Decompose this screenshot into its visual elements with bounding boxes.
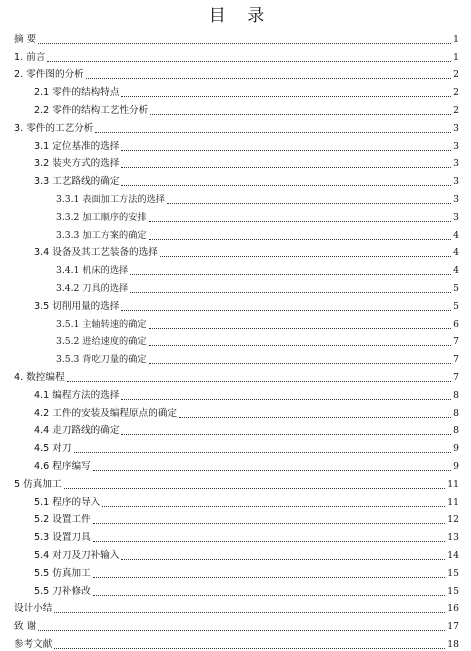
toc-entry[interactable]: [14, 580, 459, 598]
toc-page-number: 9: [453, 443, 459, 455]
toc-page-number: 13: [447, 532, 459, 544]
toc-entry[interactable]: [14, 46, 459, 64]
toc-page-number: 16: [447, 603, 459, 615]
toc-entry-label: 3.5.3 背吃刀量的确定: [56, 354, 147, 366]
toc-entry[interactable]: [14, 64, 459, 82]
toc-dot-leader: [121, 149, 451, 151]
toc-entry-label: 3.5.2 进给速度的确定: [56, 336, 147, 348]
toc-dot-leader: [121, 309, 451, 311]
toc-entry-label: 3.1 定位基准的选择: [34, 140, 120, 152]
toc-page-number: 5: [453, 282, 459, 294]
toc-page-number: 15: [447, 585, 459, 597]
toc-dot-leader: [95, 131, 451, 133]
toc-dot-leader: [67, 380, 452, 382]
toc-entry[interactable]: [14, 313, 459, 331]
toc-entry[interactable]: [14, 615, 459, 633]
toc-entry-label: 2.1 零件的结构特点: [34, 87, 120, 99]
toc-page-number: 3: [453, 158, 459, 170]
toc-dot-leader: [47, 60, 451, 62]
toc-dot-leader: [54, 647, 445, 649]
toc-entry[interactable]: [14, 491, 459, 509]
toc-dot-leader: [130, 273, 451, 275]
toc-dot-leader: [93, 540, 446, 542]
toc-dot-leader: [93, 576, 446, 578]
toc-dot-leader: [64, 487, 446, 489]
toc-entry[interactable]: [14, 509, 459, 527]
toc-entry[interactable]: [14, 277, 459, 295]
toc-entry[interactable]: [14, 295, 459, 313]
toc-dot-leader: [93, 594, 446, 596]
toc-entry-label: 5.4 对刀及刀补输入: [34, 549, 120, 561]
toc-entry[interactable]: [14, 420, 459, 438]
toc-dot-leader: [149, 327, 452, 329]
toc-entry-label: 4. 数控编程: [14, 371, 65, 383]
toc-entry-label: 5.1 程序的导入: [34, 496, 101, 508]
toc-page-number: 3: [453, 211, 459, 223]
toc-entry[interactable]: [14, 562, 459, 580]
toc-entry[interactable]: [14, 117, 459, 135]
toc-page-number: 2: [453, 104, 459, 116]
toc-page-number: 11: [447, 478, 459, 490]
toc-entry[interactable]: [14, 259, 459, 277]
toc-entry-label: 3.4.1 机床的选择: [56, 265, 129, 277]
toc-entry-label: 5.3 设置刀具: [34, 532, 91, 544]
toc-entry-label: 5 仿真加工: [14, 478, 62, 490]
toc-page-number: 11: [447, 496, 459, 508]
toc-entry-label: 3.4 设备及其工艺装备的选择: [34, 247, 158, 259]
toc-dot-leader: [93, 522, 446, 524]
toc-dot-leader: [54, 611, 445, 613]
toc-page-number: 18: [447, 638, 459, 650]
toc-dot-leader: [130, 291, 451, 293]
toc-entry-label: 3. 零件的工艺分析: [14, 122, 94, 134]
toc-entry[interactable]: [14, 153, 459, 171]
toc-dot-leader: [102, 505, 445, 507]
toc-dot-leader: [121, 184, 451, 186]
toc-dot-leader: [38, 42, 451, 44]
toc-page-number: 6: [453, 318, 459, 330]
toc-page-number: 3: [453, 140, 459, 152]
toc-list: [14, 28, 459, 651]
toc-dot-leader: [149, 344, 452, 346]
toc-dot-leader: [167, 202, 451, 204]
toc-entry[interactable]: [14, 366, 459, 384]
toc-entry[interactable]: [14, 455, 459, 473]
toc-dot-leader: [149, 362, 452, 364]
toc-entry[interactable]: [14, 598, 459, 616]
toc-entry-label: 3.5.1 主轴转速的确定: [56, 318, 147, 330]
toc-page-number: 3: [453, 176, 459, 188]
toc-entry[interactable]: [14, 170, 459, 188]
toc-entry[interactable]: [14, 331, 459, 349]
toc-page-number: 17: [447, 621, 459, 633]
toc-entry-label: 4.4 走刀路线的确定: [34, 425, 120, 437]
toc-page-number: 5: [453, 300, 459, 312]
toc-page-number: 8: [453, 389, 459, 401]
toc-dot-leader: [149, 220, 452, 222]
toc-entry-label: 4.5 对刀: [34, 443, 72, 455]
toc-entry[interactable]: [14, 99, 459, 117]
toc-entry-label: 摘 要: [14, 33, 37, 45]
toc-dot-leader: [86, 77, 451, 79]
toc-dot-leader: [160, 255, 451, 257]
page-title: 目 录: [208, 6, 273, 26]
toc-entry-label: 3.3.3 加工方案的确定: [56, 229, 147, 241]
toc-entry-label: 3.4.2 刀具的选择: [56, 282, 129, 294]
toc-entry-label: 3.3 工艺路线的确定: [34, 176, 120, 188]
toc-page-number: 7: [453, 336, 459, 348]
toc-entry-label: 3.3.2 加工顺序的安排: [56, 211, 147, 223]
toc-entry-label: 3.3.1 表面加工方法的选择: [56, 193, 165, 205]
toc-entry[interactable]: [14, 81, 459, 99]
toc-page-number: 7: [453, 354, 459, 366]
toc-dot-leader: [179, 416, 451, 418]
toc-page-number: 12: [447, 514, 459, 526]
toc-entry[interactable]: [14, 526, 459, 544]
toc-page-number: 9: [453, 460, 459, 472]
toc-page-number: 8: [453, 425, 459, 437]
toc-dot-leader: [121, 398, 451, 400]
toc-page-number: 15: [447, 567, 459, 579]
toc-dot-leader: [121, 433, 451, 435]
toc-entry[interactable]: [14, 28, 459, 46]
toc-entry[interactable]: [14, 544, 459, 562]
toc-entry[interactable]: [14, 384, 459, 402]
toc-dot-leader: [121, 558, 445, 560]
toc-page-number: 7: [453, 371, 459, 383]
toc-entry-label: 5.5 刀补修改: [34, 585, 91, 597]
toc-page-number: 4: [453, 247, 459, 259]
toc-entry[interactable]: [14, 402, 459, 420]
toc-entry-label: 3.5 切削用量的选择: [34, 300, 120, 312]
toc-dot-leader: [121, 95, 451, 97]
toc-entry-label: 3.2 装夹方式的选择: [34, 158, 120, 170]
toc-entry-label: 参考文献: [14, 638, 53, 650]
toc-entry[interactable]: [14, 437, 459, 455]
toc-entry[interactable]: [14, 242, 459, 260]
toc-entry[interactable]: [14, 188, 459, 206]
toc-entry-label: 5.5 仿真加工: [34, 567, 91, 579]
toc-dot-leader: [93, 469, 451, 471]
toc-page-number: 2: [453, 87, 459, 99]
toc-dot-leader: [38, 629, 445, 631]
toc-entry[interactable]: [14, 135, 459, 153]
toc-page-number: 1: [453, 33, 459, 45]
toc-entry-label: 4.6 程序编写: [34, 460, 91, 472]
toc-entry[interactable]: [14, 633, 459, 651]
toc-page-number: 1: [453, 51, 459, 63]
toc-entry-label: 5.2 设置工件: [34, 514, 91, 526]
toc-page-number: 3: [453, 193, 459, 205]
toc-dot-leader: [149, 238, 452, 240]
toc-entry-label: 致 谢: [14, 621, 37, 633]
toc-dot-leader: [121, 166, 451, 168]
toc-page-number: 4: [453, 229, 459, 241]
toc-entry-label: 4.2 工件的安装及编程原点的确定: [34, 407, 178, 419]
toc-page-number: 14: [447, 549, 459, 561]
toc-entry[interactable]: [14, 206, 459, 224]
toc-entry-label: 4.1 编程方法的选择: [34, 389, 120, 401]
toc-dot-leader: [74, 451, 452, 453]
toc-page-number: 2: [453, 69, 459, 81]
toc-entry-label: 设计小结: [14, 603, 53, 615]
toc-entry[interactable]: [14, 348, 459, 366]
toc-entry-label: 2. 零件图的分析: [14, 69, 84, 81]
toc-page-number: 4: [453, 265, 459, 277]
toc-entry[interactable]: [14, 224, 459, 242]
toc-entry[interactable]: [14, 473, 459, 491]
toc-entry-label: 2.2 零件的结构工艺性分析: [34, 104, 149, 116]
toc-entry-label: 1. 前言: [14, 51, 46, 63]
toc-page-number: 3: [453, 122, 459, 134]
toc-page-number: 8: [453, 407, 459, 419]
toc-dot-leader: [150, 113, 451, 115]
